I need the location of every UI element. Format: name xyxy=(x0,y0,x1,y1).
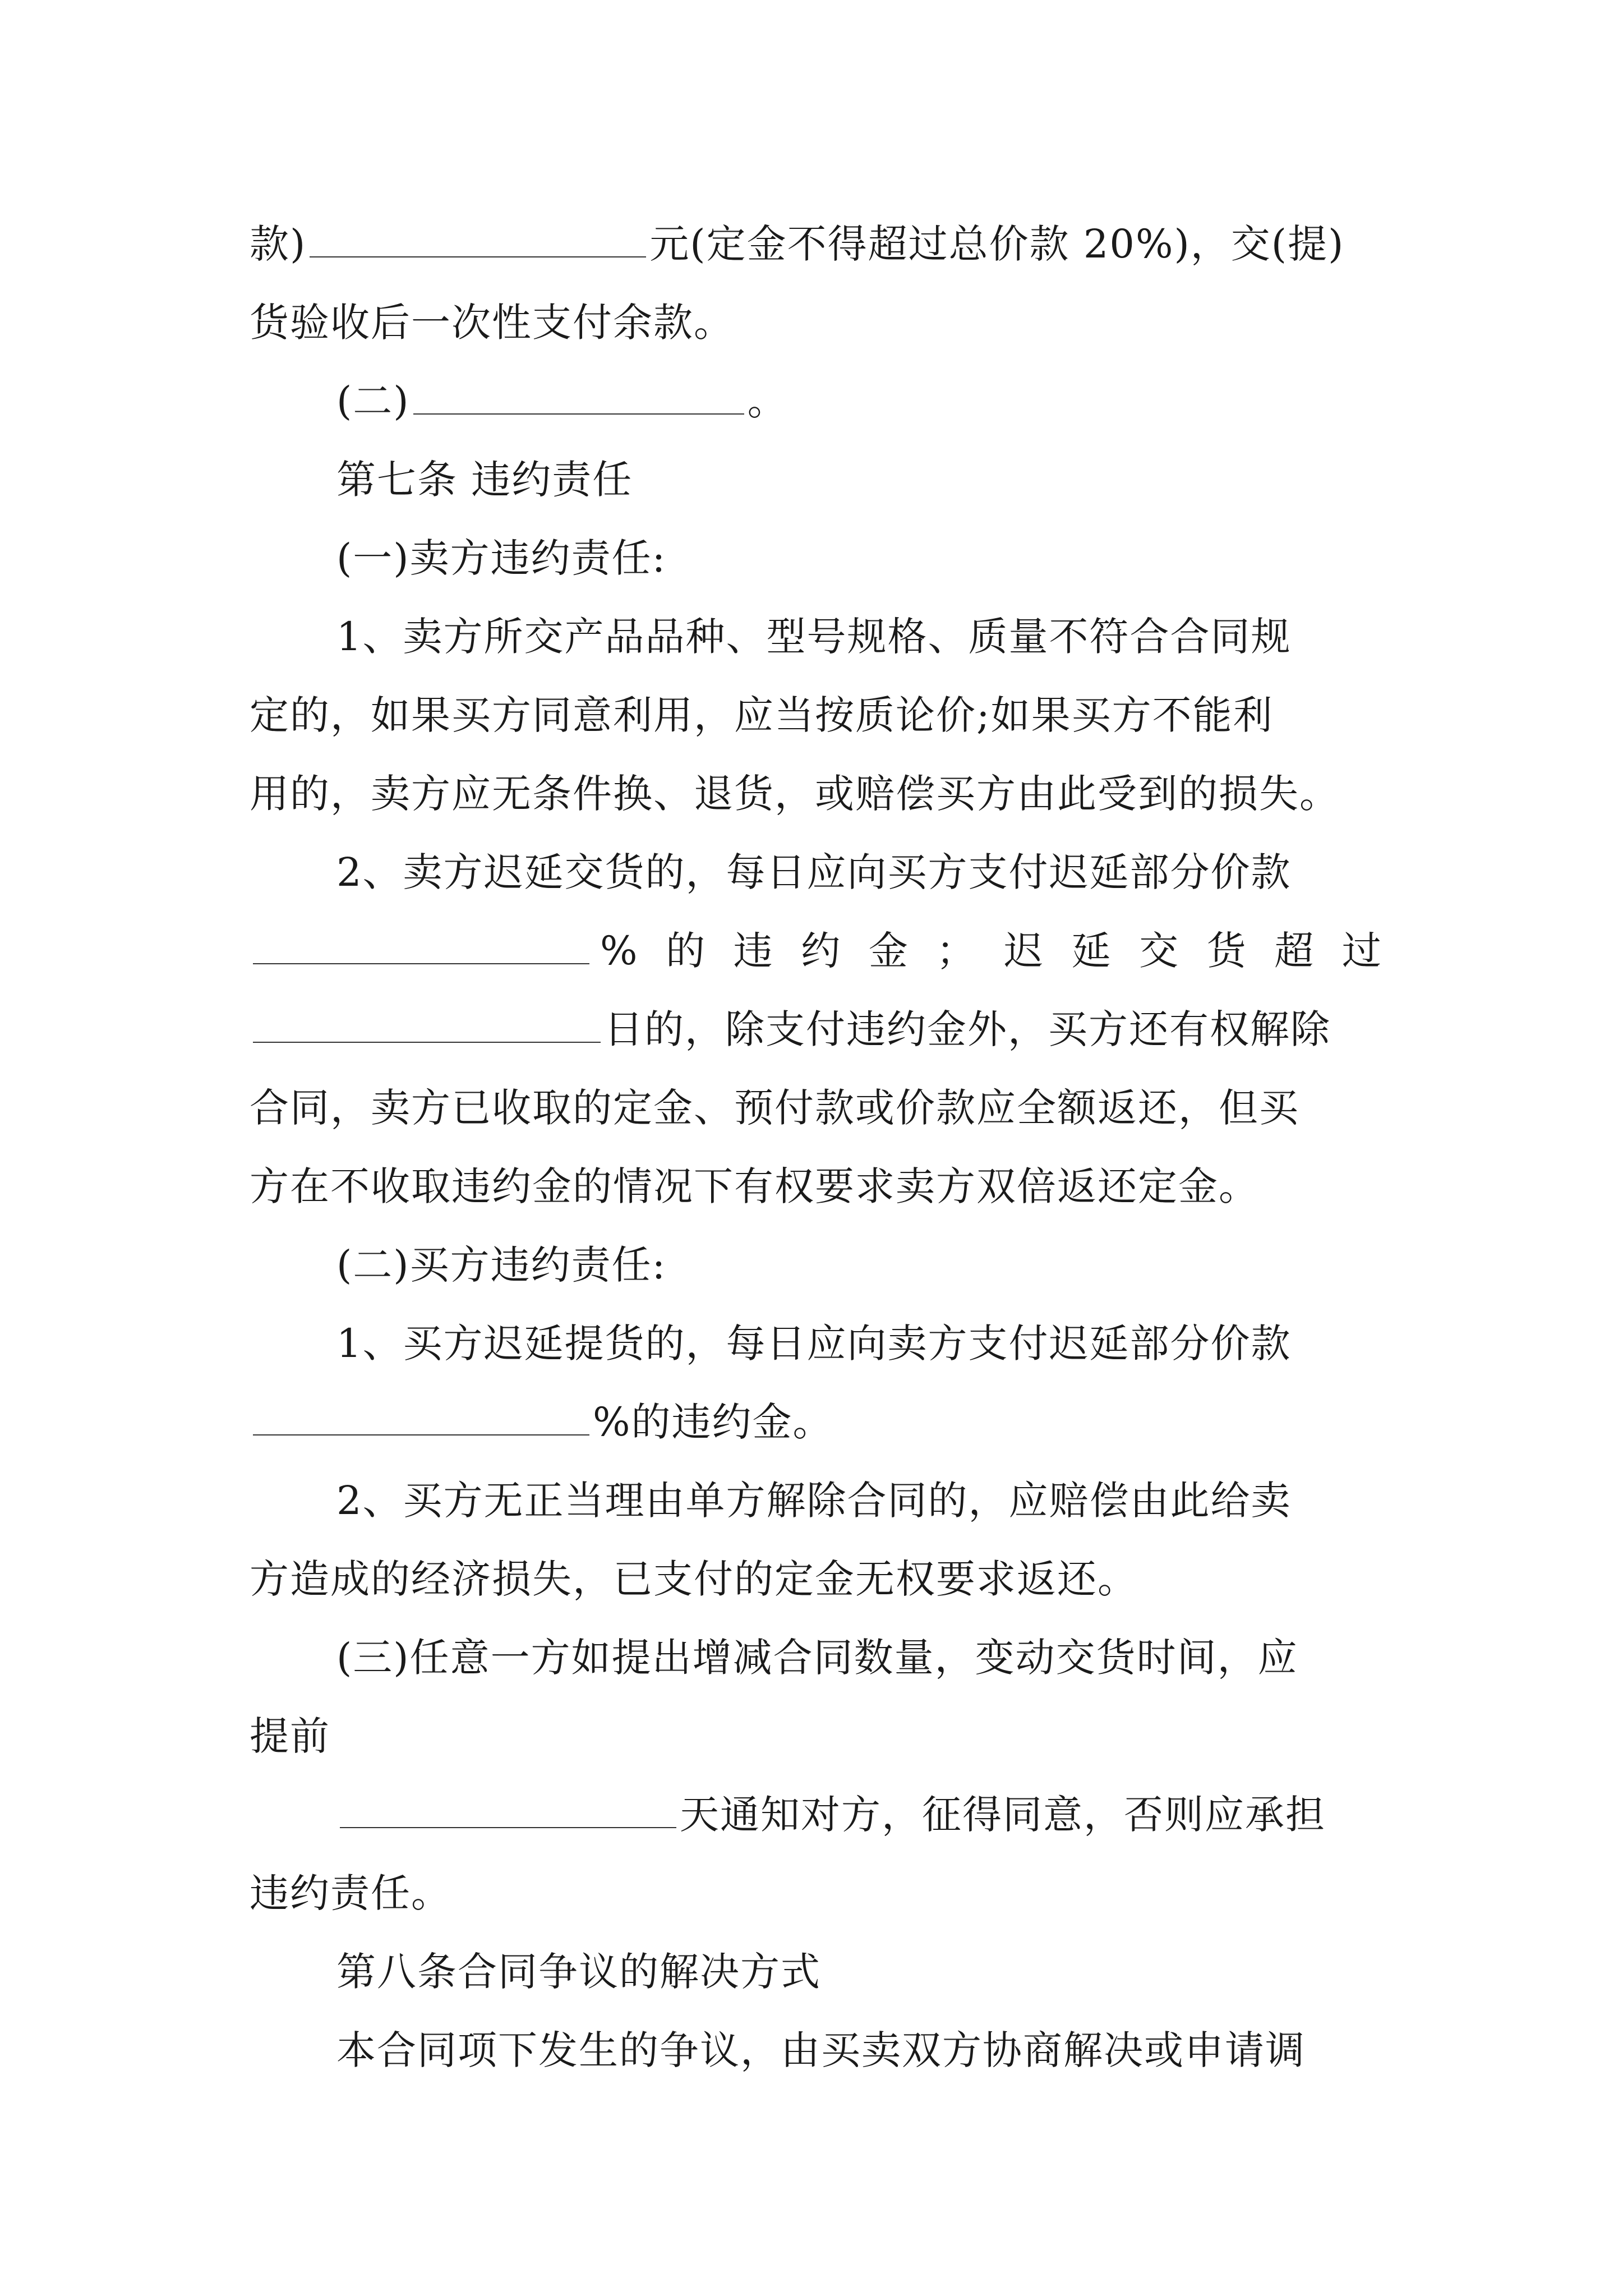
char: 交 xyxy=(1139,928,1180,974)
text-line: 定的，如果买方同意利用，应当按质论价;如果买方不能利 xyxy=(250,692,1274,738)
text-line: (三)任意一方如提出增减合同数量，变动交货时间，应 xyxy=(336,1635,1298,1681)
text-line: 方造成的经济损失，已支付的定金无权要求返还。 xyxy=(250,1556,1138,1602)
char: 延 xyxy=(1071,928,1112,974)
text-line: 1、卖方所交产品品种、型号规格、质量不符合合同规 xyxy=(336,614,1292,660)
fill-in-blank xyxy=(253,924,589,964)
text-line: 2、卖方迟延交货的，每日应向买方支付迟延部分价款 xyxy=(336,849,1292,895)
text-line: 1、买方迟延提货的，每日应向卖方支付迟延部分价款 xyxy=(336,1320,1292,1366)
char: 过 xyxy=(1341,928,1382,974)
section-heading: 第八条合同争议的解决方式 xyxy=(336,1949,821,1995)
text-line: 2、买方无正当理由单方解除合同的，应赔偿由此给卖 xyxy=(336,1478,1292,1524)
text-line: 违约责任。 xyxy=(250,1870,451,1916)
text-line: 提前 xyxy=(250,1713,330,1759)
char: 的 xyxy=(666,928,707,974)
fill-in-blank xyxy=(253,1002,601,1043)
char: 金 xyxy=(868,928,909,974)
fill-in-blank xyxy=(340,1788,676,1828)
text-segment: 款) xyxy=(250,221,307,267)
text-line xyxy=(336,1775,1382,1854)
section-heading: 第七条 违约责任 xyxy=(336,457,633,503)
char: 迟 xyxy=(1003,928,1044,974)
text-segment: %的违约金。 xyxy=(593,1399,833,1445)
fill-in-blank xyxy=(310,217,646,257)
char: % xyxy=(600,928,639,974)
text-line: 方在不收取违约金的情况下有权要求卖方双倍返还定金。 xyxy=(250,1163,1259,1209)
text-segment: (二) xyxy=(336,378,410,424)
text-segment: 元(定金不得超过总价款 20%)，交(提) xyxy=(649,221,1345,267)
subsection-heading: (一)卖方违约责任: xyxy=(336,535,667,581)
text-segment: 日的，除支付违约金外，买方还有权解除 xyxy=(604,1006,1331,1052)
fill-in-blank xyxy=(253,1395,589,1435)
text-line xyxy=(250,205,1382,283)
text-line xyxy=(250,1383,1382,1461)
spaced-text xyxy=(600,912,1382,990)
text-line xyxy=(250,912,1382,990)
text-line xyxy=(336,362,1382,440)
char: ； xyxy=(936,928,977,974)
text-segment: 天通知对方，征得同意，否则应承担 xyxy=(680,1792,1326,1838)
text-line: 本合同项下发生的争议，由买卖双方协商解决或申请调 xyxy=(336,2027,1306,2073)
fill-in-blank xyxy=(413,374,744,415)
char: 货 xyxy=(1206,928,1247,974)
char: 违 xyxy=(733,928,774,974)
char: 约 xyxy=(801,928,842,974)
text-line: 合同，卖方已收取的定金、预付款或价款应全额返还，但买 xyxy=(250,1085,1299,1131)
subsection-heading: (二)买方违约责任: xyxy=(336,1242,667,1288)
text-segment: 。 xyxy=(747,378,788,424)
char: 超 xyxy=(1274,928,1315,974)
text-line xyxy=(250,990,1382,1069)
text-line: 用的，卖方应无条件换、退货，或赔偿买方由此受到的损失。 xyxy=(250,771,1340,817)
text-line: 货验收后一次性支付余款。 xyxy=(250,300,734,346)
